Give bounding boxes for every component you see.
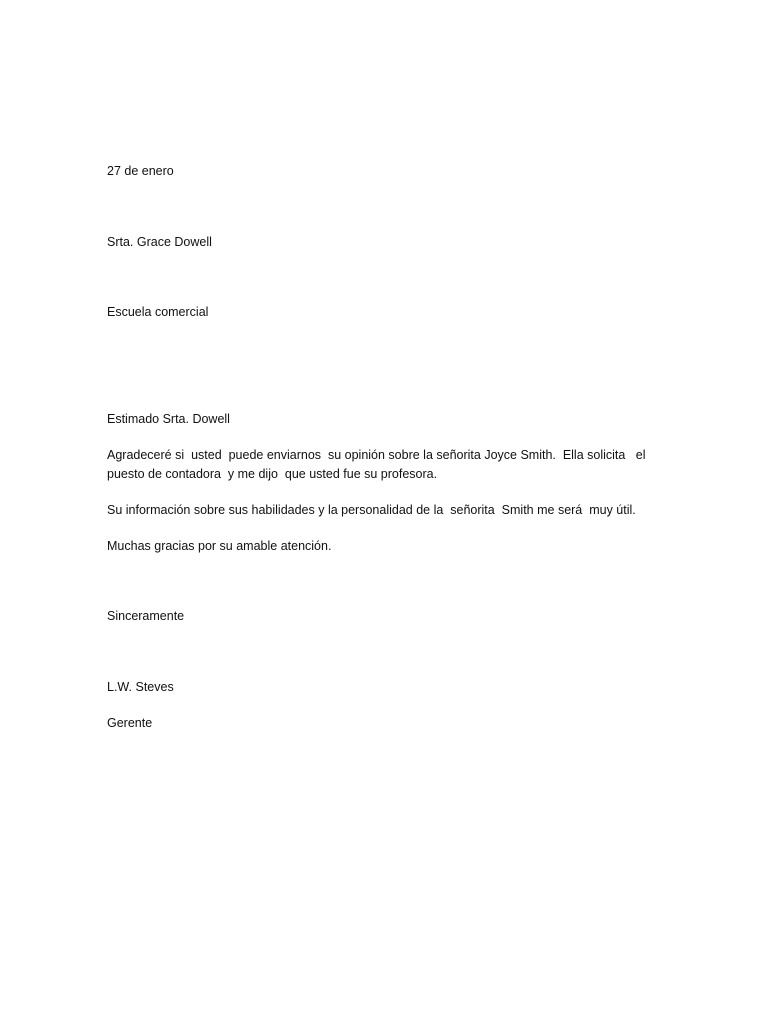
signer-title: Gerente bbox=[107, 716, 153, 730]
letter-closing: Sinceramente bbox=[107, 609, 185, 623]
body-paragraph-2: Su información sobre sus habilidades y la personalidad de la señorita Smith me será muy útil. bbox=[107, 503, 636, 517]
letter-greeting: Estimado Srta. Dowell bbox=[107, 412, 230, 426]
recipient-organization: Escuela comercial bbox=[107, 305, 209, 319]
recipient-name: Srta. Grace Dowell bbox=[107, 235, 212, 249]
letter-date: 27 de enero bbox=[107, 164, 174, 178]
body-paragraph-1: Agradeceré si usted puede enviarnos su opinión sobre la señorita Joyce Smith. Ella solicita el puesto de contadora y me dijo que usted fue su profesora. bbox=[107, 448, 649, 481]
body-paragraph-3: Muchas gracias por su amable atención. bbox=[107, 539, 332, 553]
signer-name: L.W. Steves bbox=[107, 680, 174, 694]
